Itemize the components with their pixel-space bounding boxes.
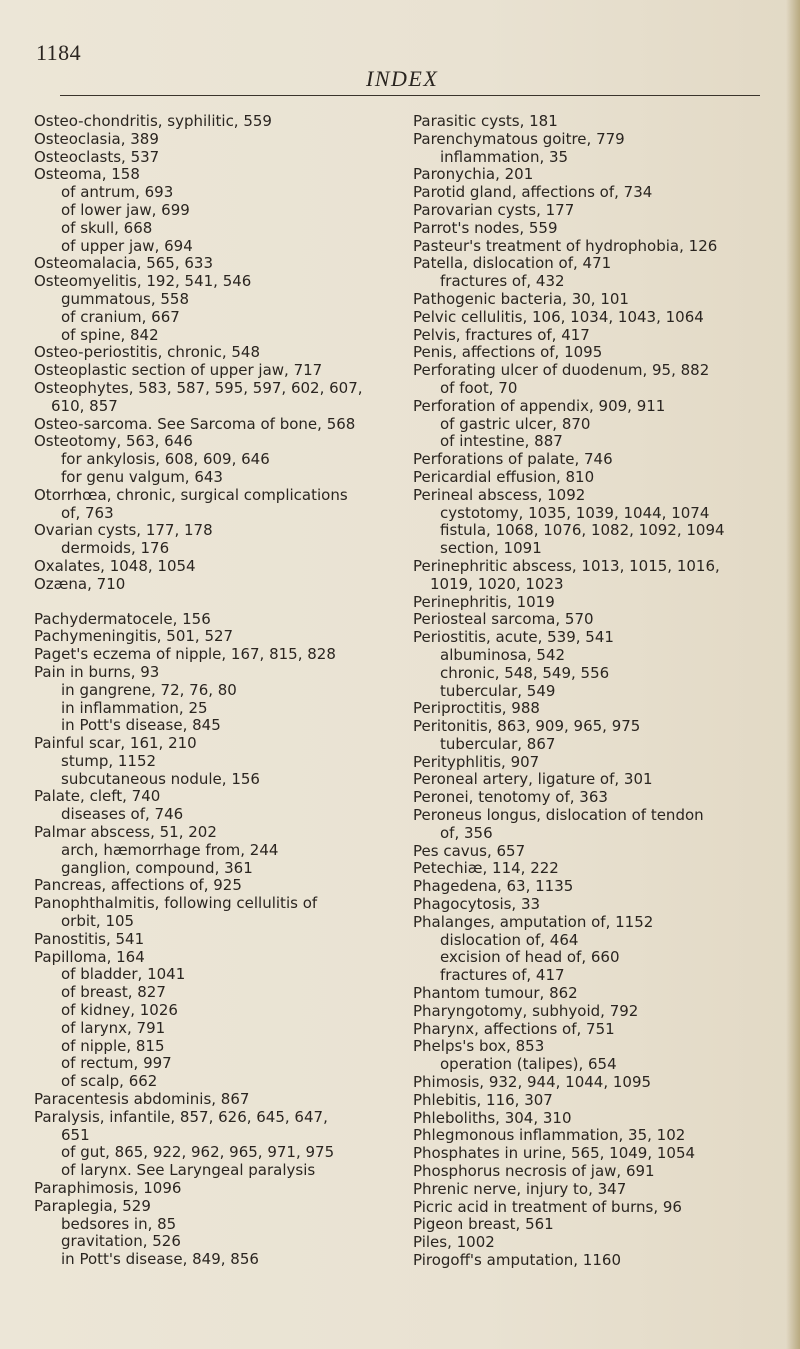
index-subentry: albuminosa, 542 [440,645,566,664]
index-entry: Ozæna, 710 [34,574,126,593]
index-entry: Perinephritic abscess, 1013, 1015, 1016, [413,556,720,575]
index-entry: Phimosis, 932, 944, 1044, 1095 [413,1073,652,1092]
index-entry: Phagocytosis, 33 [413,895,541,914]
index-entry: Paronychia, 201 [413,165,534,184]
index-entry: Parenchymatous goitre, 779 [413,129,625,148]
index-subentry: in Pott's disease, 845 [61,716,221,735]
index-entry: Perityphlitis, 907 [413,752,540,771]
index-entry: Osteoclasia, 389 [34,129,159,148]
index-entry: Paracentesis abdominis, 867 [34,1090,250,1109]
index-subentry: of nipple, 815 [61,1036,165,1055]
index-subentry: of, 763 [61,503,114,522]
index-entry: Osteo-chondritis, syphilitic, 559 [34,112,272,130]
index-subentry: of foot, 70 [440,378,518,397]
index-entry: Piles, 1002 [413,1233,495,1252]
index-entry: Pharynx, affections of, 751 [413,1019,615,1038]
index-subentry: cystotomy, 1035, 1039, 1044, 1074 [440,503,710,522]
index-entry: Pain in burns, 93 [34,662,160,681]
index-subentry: of intestine, 887 [440,432,563,451]
index-subentry: of gut, 865, 922, 962, 965, 971, 975 [61,1143,335,1162]
index-subentry: in inflammation, 25 [61,698,208,717]
index-entry: Perinephritis, 1019 [413,592,555,611]
index-subentry: of cranium, 667 [61,307,180,326]
index-subentry: tubercular, 867 [440,734,556,753]
index-subentry: arch, hæmorrhage from, 244 [61,840,279,859]
index-subentry: for ankylosis, 608, 609, 646 [61,450,270,469]
index-subentry: 651 [61,1125,90,1144]
index-entry: Pes cavus, 657 [413,841,526,860]
section-gap [34,594,389,611]
index-subentry: bedsores in, 85 [61,1214,177,1233]
index-entry: Pathogenic bacteria, 30, 101 [413,289,629,308]
index-entry: Perforation of appendix, 909, 911 [413,396,666,415]
index-entry: Osteoclasts, 537 [34,147,160,166]
index-entry: Phelps's box, 853 [413,1037,545,1056]
index-entry: Phosphates in urine, 565, 1049, 1054 [413,1144,696,1163]
index-subentry: dislocation of, 464 [440,930,579,949]
index-subentry: stump, 1152 [61,751,157,770]
index-subentry: of upper jaw, 694 [61,236,193,255]
index-entry: Phosphorus necrosis of jaw, 691 [413,1162,655,1181]
index-subentry: of lower jaw, 699 [61,200,190,219]
index-entry: Osteoplastic section of upper jaw, 717 [34,361,323,380]
index-entry: Peroneal artery, ligature of, 301 [413,770,653,789]
index-entry: Papilloma, 164 [34,947,145,966]
index-subentry: dermoids, 176 [61,539,170,558]
index-subentry: gummatous, 558 [61,289,189,308]
index-entry: Osteophytes, 583, 587, 595, 597, 602, 607, [34,378,363,397]
index-entry: Pelvis, fractures of, 417 [413,325,590,344]
index-subentry: in Pott's disease, 849, 856 [61,1250,259,1269]
index-entry: Perineal abscess, 1092 [413,485,586,504]
index-subentry: 1019, 1020, 1023 [430,574,564,593]
index-entry: Palate, cleft, 740 [34,787,161,806]
index-subentry: of skull, 668 [61,218,153,237]
index-entry: Paraplegia, 529 [34,1196,151,1215]
index-entry: Picric acid in treatment of burns, 96 [413,1197,682,1216]
index-entry: Painful scar, 161, 210 [34,734,197,753]
index-entry: Pirogoff's amputation, 1160 [413,1251,621,1269]
index-entry: Phleboliths, 304, 310 [413,1108,572,1127]
index-entry: Parotid gland, affections of, 734 [413,183,653,202]
index-entry: Panostitis, 541 [34,929,145,948]
index-entry: Perforations of palate, 746 [413,450,613,469]
index-entry: Parovarian cysts, 177 [413,200,575,219]
index-entry: Penis, affections of, 1095 [413,343,603,362]
index-subentry: of larynx, 791 [61,1018,166,1037]
index-subentry: of breast, 827 [61,983,166,1002]
index-subentry: chronic, 548, 549, 556 [440,663,610,682]
index-subentry: orbit, 105 [61,912,135,931]
index-entry: Pasteur's treatment of hydrophobia, 126 [413,236,718,255]
index-subentry: of antrum, 693 [61,183,174,202]
index-entry: Peritonitis, 863, 909, 965, 975 [413,717,641,736]
index-entry: Patella, dislocation of, 471 [413,254,612,273]
index-entry: Peronei, tenotomy of, 363 [413,788,608,807]
index-entry: Pigeon breast, 561 [413,1215,554,1234]
index-subentry: 610, 857 [51,396,118,415]
index-entry: Osteoma, 158 [34,165,140,184]
index-subentry: excision of head of, 660 [440,948,620,967]
running-head: INDEX [366,66,439,91]
index-entry: Phrenic nerve, injury to, 347 [413,1179,627,1198]
left-index-column [34,113,389,1269]
index-entry: Osteo-sarcoma. See Sarcoma of bone, 568 [34,414,356,433]
index-subentry: section, 1091 [440,539,542,558]
index-entry: Ovarian cysts, 177, 178 [34,521,213,540]
index-entry: Parasitic cysts, 181 [413,112,558,130]
right-index-column [413,113,785,1270]
index-entry: Phalanges, amputation of, 1152 [413,912,654,931]
index-entry: Paraphimosis, 1096 [34,1179,182,1198]
index-entry: Pachydermatocele, 156 [34,609,211,628]
index-subentry: inflammation, 35 [440,147,569,166]
index-entry: Petechiæ, 114, 222 [413,859,559,878]
index-entry: Osteotomy, 563, 646 [34,432,193,451]
index-subentry: operation (talipes), 654 [440,1055,617,1074]
index-subentry: of scalp, 662 [61,1072,158,1091]
index-entry: Otorrhœa, chronic, surgical complications [34,485,348,504]
index-subentry: of bladder, 1041 [61,965,186,984]
index-subentry: of larynx. See Laryngeal paralysis [61,1161,316,1180]
index-entry: Perforating ulcer of duodenum, 95, 882 [413,361,710,380]
index-entry: Oxalates, 1048, 1054 [34,556,196,575]
index-subentry: for genu valgum, 643 [61,467,223,486]
index-entry: Periostitis, acute, 539, 541 [413,628,614,647]
index-subentry: diseases of, 746 [61,805,184,824]
index-subentry: fractures of, 432 [440,272,565,291]
index-subentry: ganglion, compound, 361 [61,858,253,877]
index-entry: Palmar abscess, 51, 202 [34,823,217,842]
index-subentry: fistula, 1068, 1076, 1082, 1092, 1094 [440,521,725,540]
index-subentry: fractures of, 417 [440,966,565,985]
index-entry: Pancreas, affections of, 925 [34,876,242,895]
header-rule [60,95,760,96]
index-entry: Pelvic cellulitis, 106, 1034, 1043, 1064 [413,307,704,326]
index-entry: Pericardial effusion, 810 [413,467,595,486]
index-entry: Peroneus longus, dislocation of tendon [413,806,704,825]
index-entry: Paget's eczema of nipple, 167, 815, 828 [34,645,336,664]
index-subentry: of gastric ulcer, 870 [440,414,591,433]
index-entry: Osteomalacia, 565, 633 [34,254,214,273]
index-entry: Periproctitis, 988 [413,699,540,718]
index-subentry: tubercular, 549 [440,681,556,700]
page-edge [786,0,800,1349]
index-subentry: of rectum, 997 [61,1054,172,1073]
index-subentry: gravitation, 526 [61,1232,181,1251]
index-entry: Phlebitis, 116, 307 [413,1090,553,1109]
index-entry: Paralysis, infantile, 857, 626, 645, 647, [34,1107,328,1126]
index-subentry: in gangrene, 72, 76, 80 [61,680,237,699]
index-subentry: of kidney, 1026 [61,1001,178,1020]
index-entry: Phlegmonous inflammation, 35, 102 [413,1126,686,1145]
index-entry: Panophthalmitis, following cellulitis of [34,894,318,913]
index-entry: Pachymeningitis, 501, 527 [34,627,234,646]
index-subentry: of, 356 [440,823,493,842]
index-entry: Phantom tumour, 862 [413,984,578,1003]
index-entry: Osteo-periostitis, chronic, 548 [34,343,260,362]
index-entry: Phagedena, 63, 1135 [413,877,574,896]
index-entry: Pharyngotomy, subhyoid, 792 [413,1001,639,1020]
page-number: 1184 [36,40,82,65]
index-subentry: of spine, 842 [61,325,159,344]
index-entry: Periosteal sarcoma, 570 [413,610,594,629]
index-entry: Parrot's nodes, 559 [413,218,558,237]
index-entry: Osteomyelitis, 192, 541, 546 [34,272,252,291]
index-subentry: subcutaneous nodule, 156 [61,769,260,788]
